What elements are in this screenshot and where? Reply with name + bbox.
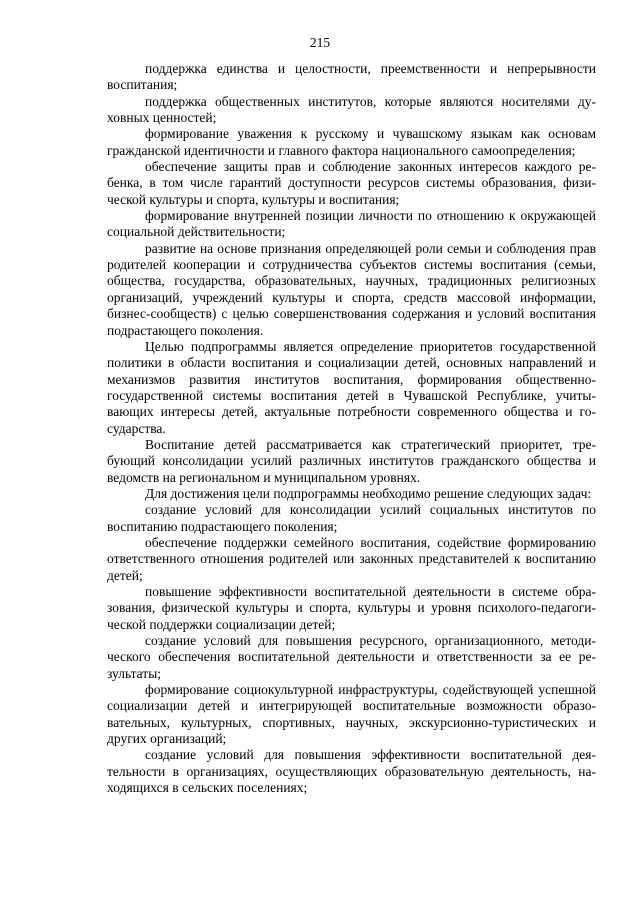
paragraph: создание условий для повышения ресурсного, организационного, методического обеспечения воспитательной деятельности и ответственности за ее результаты;	[107, 633, 596, 681]
paragraph: обеспечение поддержки семейного воспитания, содействие формированию ответственного отношения родителей или законных представителей к воспитанию детей;	[107, 534, 596, 583]
paragraph: поддержка общественных институтов, которые являются носителями духовных ценностей;	[107, 93, 596, 126]
paragraph: Для достижения цели подпрограммы необходимо решение следующих задач:	[145, 485, 592, 501]
paragraph: создание условий для консолидации усилий социальных институтов по воспитанию подрастающего поколения;	[107, 502, 596, 534]
paragraph: обеспечение защиты прав и соблюдение законных интересов каждого ребенка, в том числе гарантий доступности ресурсов системы образования, физической культуры и спорта, культуры и воспитания;	[107, 159, 596, 207]
page-number: 215	[309, 35, 331, 50]
paragraph: формирование внутренней позиции личности по отношению к окружающей социальной действительности;	[107, 208, 596, 240]
paragraph: формирование социокультурной инфраструктуры, содействующей успешной социализации детей и интегрирующей воспитательные возможности образовательных, культурных, спортивных, научных, экскурсионно-туристических и других организаций;	[107, 682, 596, 747]
paragraph: Целью подпрограммы является определение приоритетов государственной политики в области воспитания и социализации детей, основных направлений и механизмов развития институтов воспитания, формирования общественно-государственной системы воспитания детей в Чувашской Республике, учитывающих интересы детей, актуальные потребности современного общества и государства.	[107, 338, 596, 436]
paragraph: Воспитание детей рассматривается как стратегический приоритет, требующий консолидации усилий различных институтов гражданского общества и ведомств на региональном и муниципальном уровнях.	[107, 436, 596, 485]
paragraph: создание условий для повышения эффективности воспитательной деятельности в организациях, осуществляющих образовательную деятельность, находящихся в сельских поселениях;	[107, 747, 596, 796]
paragraph: формирование уважения к русскому и чувашскому языкам как основам гражданской идентичности и главного фактора национального самоопределения;	[107, 126, 596, 158]
paragraph: поддержка единства и целостности, преемственности и непрерывности воспитания;	[107, 61, 596, 93]
document-body	[107, 61, 596, 796]
paragraph: повышение эффективности воспитательной деятельности в системе образования, физической культуры и спорта, культуры и уровня психолого-педагогической поддержки социализации детей;	[107, 584, 596, 632]
paragraph: развитие на основе признания определяющей роли семьи и соблюдения прав родителей кооперации и сотрудничества субъектов системы воспитания (семьи, общества, государства, образовательных, научных, традиционных религиозных организаций, учреждений культуры и спорта, средств массовой информации, бизнес-сообществ) с целью совершенствования содержания и условий воспитания подрастающего поколения.	[107, 240, 596, 338]
